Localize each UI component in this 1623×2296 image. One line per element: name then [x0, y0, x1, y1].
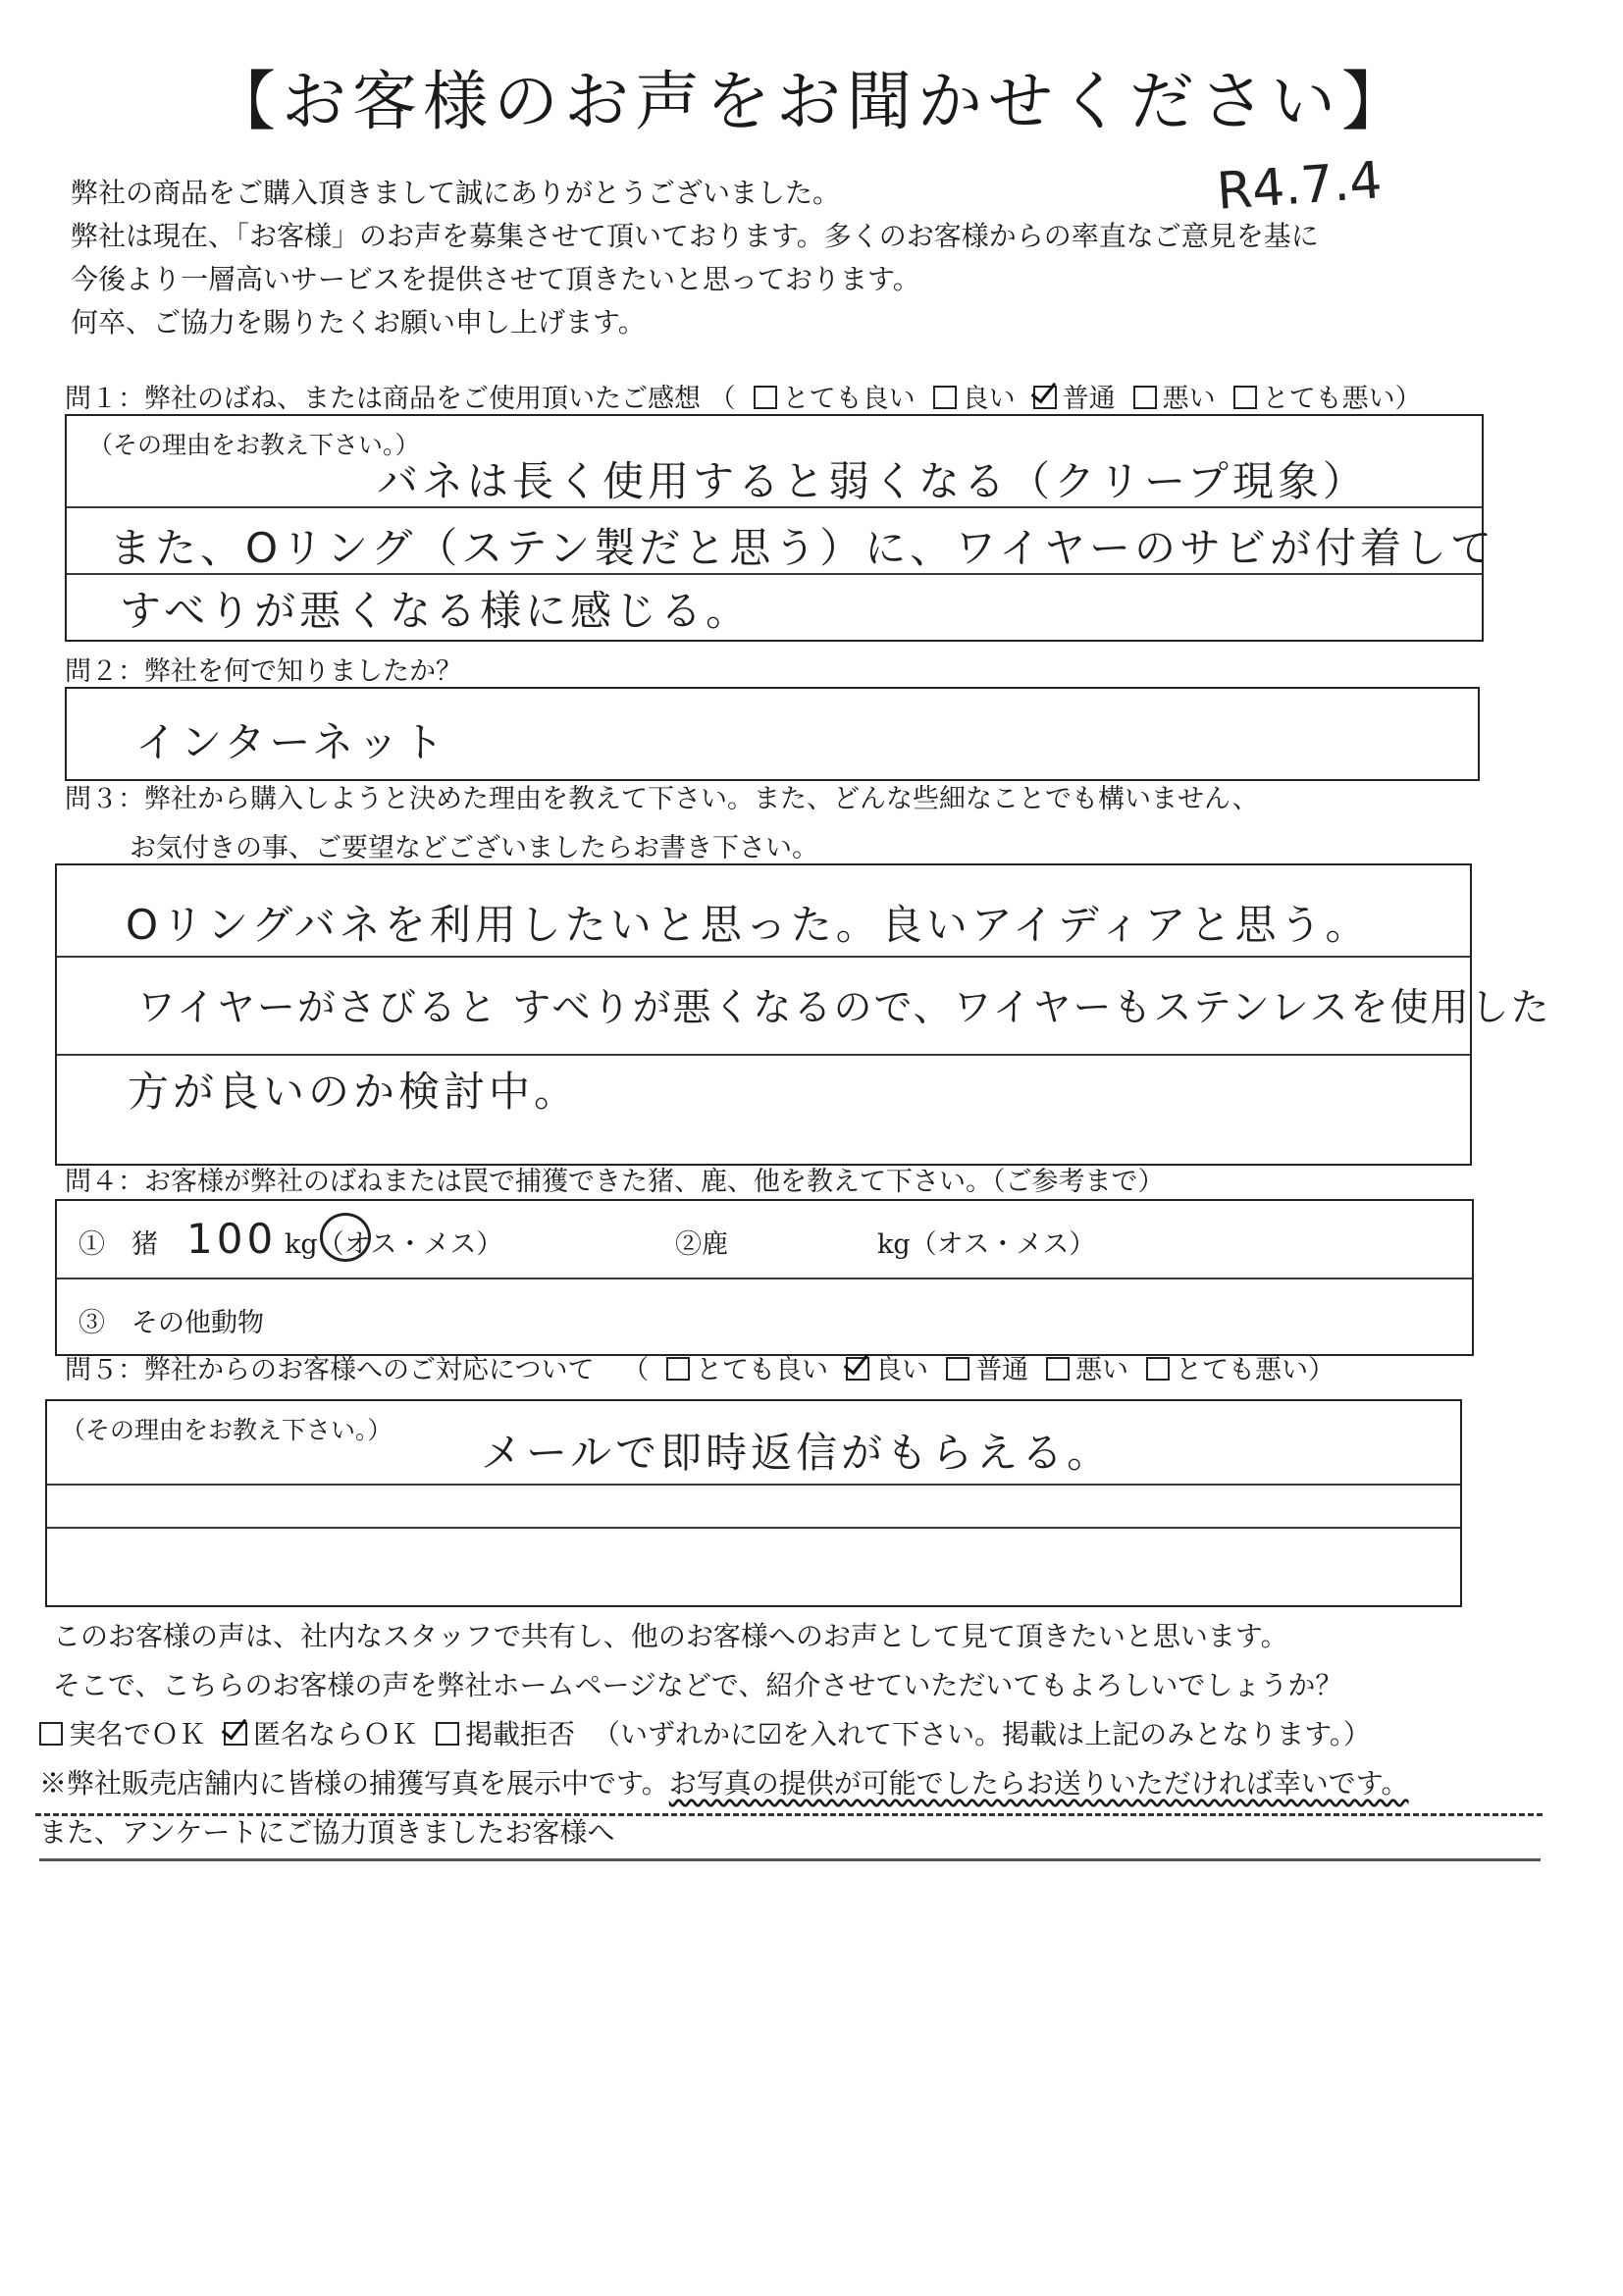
q5-options: （ とても良い 良い 普通 悪い とても悪い） [622, 1355, 1335, 1385]
intro-line-4: 何卒、ご協力を賜りたくお願い申し上げます。 [71, 306, 646, 339]
handwritten-date: R4.7.4 [1215, 151, 1385, 222]
selection-circle-icon [320, 1213, 371, 1262]
q5-label [65, 1348, 1335, 1386]
q5-answer: メールで即時返信がもらえる。 [481, 1429, 1113, 1477]
q3-label-line-2: お気付きの事、ご要望などございましたらお書き下さい。 [130, 833, 818, 863]
q3-answer-line-3: 方が良いのか検討中。 [128, 1068, 580, 1116]
rule-line [57, 1054, 1470, 1056]
q1-option-checkbox[interactable] [1133, 386, 1157, 409]
q3-label: 問３：弊社から購入しようと決めた理由を教えて下さい。また、どんな些細なことでも構いません、 [65, 784, 1259, 814]
q4-item-boar-value: 100 [186, 1215, 278, 1263]
consent-row: 実名でＯＫ 匿名ならＯＫ 掲載拒否 （いずれかに☑を入れて下さい。掲載は上記のみとなります。） [39, 1713, 1371, 1752]
q4-answer-box[interactable] [55, 1199, 1474, 1356]
form-title: 【お客様のお声をお聞かせください】 [211, 64, 1412, 139]
footer-line-1: このお客様の声は、社内なスタッフで共有し、他のお客様へのお声として見て頂きたいと思います。 [53, 1620, 1288, 1652]
q5-question: 問５：弊社からのお客様へのご対応について [65, 1355, 595, 1385]
rule-line [57, 956, 1470, 958]
consent-note: （いずれかに☑を入れて下さい。掲載は上記のみとなります。） [593, 1718, 1371, 1750]
q4-item-boar-unit: kg（オス・メス） [285, 1229, 503, 1260]
q2-answer-box[interactable] [65, 687, 1480, 781]
q4-item-other-label: ③ その他動物 [79, 1308, 264, 1338]
notice-display: ※弊社販売店舗内に皆様の捕獲写真を展示中です。 [39, 1767, 669, 1800]
footer-last-line: また、アンケートにご協力頂きましたお客様へ [39, 1816, 615, 1849]
q1-question: 問１：弊社のばね、または商品をご使用頂いたご感想 [65, 384, 701, 414]
q4-label: 問４：お客様が弊社のばねまたは罠で捕獲できた猪、鹿、他を教えて下さい。（ご参考まで） [65, 1167, 1165, 1197]
q3-answer-line-1: Oリングバネを利用したいと思った。良いアイディアと思う。 [126, 901, 1371, 949]
intro-line-1: 弊社の商品をご購入頂きまして誠にありがとうございました。 [71, 177, 841, 209]
consent-checkbox-checked[interactable] [224, 1722, 247, 1746]
intro-line-3: 今後より一層高いサービスを提供させて頂きたいと思っております。 [71, 263, 920, 295]
consent-checkbox[interactable] [39, 1722, 63, 1746]
q1-option-checkbox[interactable] [933, 386, 957, 409]
q1-hint: （その理由をお教え下さい。） [88, 431, 420, 459]
q1-option-checkbox[interactable] [754, 386, 777, 409]
consent-checkbox[interactable] [436, 1722, 459, 1746]
rule-line [47, 1484, 1460, 1486]
q2-label: 問２：弊社を何で知りましたか？ [65, 656, 462, 687]
q5-option-checkbox[interactable] [666, 1357, 690, 1381]
intro-line-2: 弊社は現在、「お客様」のお声を募集させて頂いております。多くのお客様からの率直なご意見を基に [71, 220, 1319, 252]
q4-item-boar-label: ① 猪 [79, 1229, 158, 1260]
q5-option-checkbox[interactable] [1146, 1357, 1170, 1381]
notice-line [39, 1762, 1409, 1801]
cut-edge [39, 1858, 1541, 1861]
q5-hint: （その理由をお教え下さい。） [61, 1416, 393, 1444]
q1-answer-line-1: バネは長く使用すると弱くなる（クリープ現象） [377, 457, 1368, 505]
q1-option-checkbox-checked[interactable] [1033, 386, 1057, 409]
q1-answer-box[interactable] [65, 414, 1496, 642]
q2-answer: インターネット [135, 718, 448, 766]
rule-line [57, 1278, 1472, 1279]
q5-answer-box[interactable] [45, 1399, 1462, 1607]
q5-option-checkbox[interactable] [1046, 1357, 1070, 1381]
q1-answer-line-3: すべりが悪くなる様に感じる。 [120, 587, 752, 635]
q5-option-checkbox-checked[interactable] [846, 1357, 869, 1381]
q1-label [65, 377, 1422, 415]
rule-line [47, 1527, 1460, 1529]
q3-answer-box[interactable] [55, 863, 1551, 1166]
footer-line-2: そこで、こちらのお客様の声を弊社ホームページなどで、紹介させていただいてもよろしいでしょうか？ [53, 1669, 1343, 1701]
notice-photo-request: お写真の提供が可能でしたらお送りいただければ幸いです。 [668, 1767, 1409, 1800]
q5-option-checkbox[interactable] [946, 1357, 969, 1381]
q1-option-checkbox[interactable] [1233, 386, 1257, 409]
q4-item-deer-unit: kg（オス・メス） [877, 1229, 1096, 1260]
q1-options: （ とても良い 良い 普通 悪い とても悪い） [708, 384, 1422, 414]
q4-item-deer-label: ②鹿 [675, 1229, 728, 1260]
q1-answer-line-2: また、Oリング（ステン製だと思う）に、ワイヤーのサビが付着して [110, 524, 1496, 572]
q3-answer-line-2: ワイヤーがさびると すべりが悪くなるので、ワイヤーもステンレスを使用した [137, 986, 1551, 1030]
